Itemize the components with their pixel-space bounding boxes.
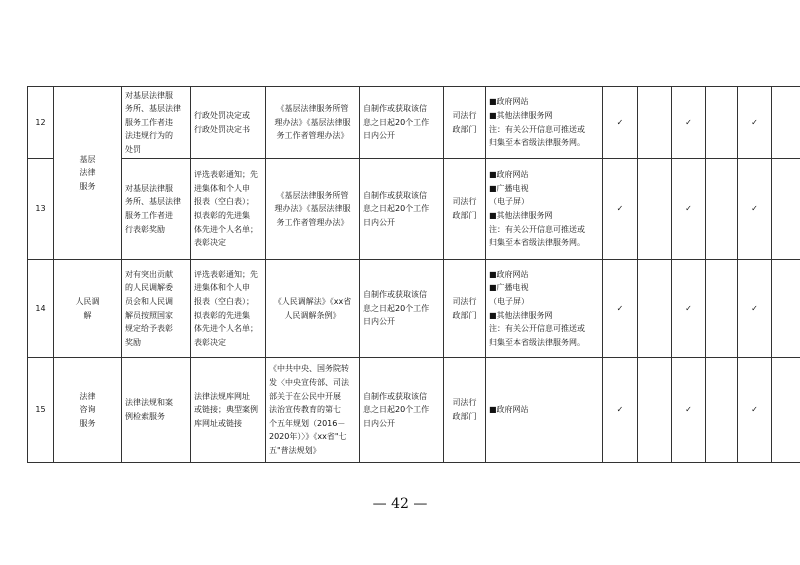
document-cell bbox=[191, 358, 266, 463]
check-mark: ✓ bbox=[603, 260, 638, 358]
document-line: 评选表彰通知；先 bbox=[194, 269, 258, 279]
channel-line: 归集至本省级法律服务网。 bbox=[489, 337, 585, 347]
department-line: 政部门 bbox=[452, 124, 477, 134]
basis-line: 《人民调解法》《xx省 bbox=[273, 296, 352, 306]
document-line: 报表（空白表）； bbox=[194, 197, 254, 207]
channel-line: （电子屏） bbox=[489, 296, 529, 306]
empty-cell bbox=[706, 87, 738, 159]
item-line: 对基层法律服 bbox=[125, 183, 173, 193]
check-mark: ✓ bbox=[738, 159, 772, 260]
time-limit-cell bbox=[360, 260, 444, 358]
check-mark: ✓ bbox=[672, 260, 706, 358]
empty-cell bbox=[772, 87, 800, 159]
category-cell bbox=[54, 260, 122, 358]
check-mark: ✓ bbox=[603, 159, 638, 260]
department-line: 政部门 bbox=[452, 310, 477, 320]
basis-line: 《中共中央、国务院转 bbox=[269, 364, 349, 374]
channel-line: ■政府网站 bbox=[489, 405, 529, 415]
row-number: 13 bbox=[28, 159, 54, 260]
time-line: 日内公开 bbox=[363, 317, 395, 327]
channel-line: 归集至本省级法律服务网。 bbox=[489, 238, 585, 248]
table-row bbox=[28, 87, 800, 159]
category-cell bbox=[54, 87, 122, 260]
channel-line: ■政府网站 bbox=[489, 269, 529, 279]
table-row bbox=[28, 159, 800, 260]
department-line: 司法行 bbox=[452, 110, 477, 120]
item-line: 务所、基层法律 bbox=[125, 104, 181, 114]
item-cell bbox=[122, 159, 191, 260]
channel-cell bbox=[486, 87, 603, 159]
empty-cell bbox=[638, 159, 672, 260]
basis-line: 务工作者管理办法》 bbox=[276, 217, 349, 227]
category-line: 法律 bbox=[79, 168, 96, 178]
time-line: 日内公开 bbox=[363, 418, 395, 428]
document-line: 行政处罚决定或 bbox=[194, 110, 250, 120]
document-line: 表彰决定 bbox=[194, 337, 226, 347]
empty-cell bbox=[706, 260, 738, 358]
empty-cell bbox=[706, 159, 738, 260]
time-line: 日内公开 bbox=[363, 217, 395, 227]
document-line: 评选表彰通知；先 bbox=[194, 170, 258, 180]
department-cell bbox=[444, 358, 486, 463]
check-mark: ✓ bbox=[738, 358, 772, 463]
time-line: 息之日起20个工作 bbox=[363, 117, 430, 127]
item-line: 服务工作者违 bbox=[125, 117, 173, 127]
channel-line: ■其他法律服务网 bbox=[489, 310, 553, 320]
item-line: 法违规行为的 bbox=[125, 131, 173, 141]
category-line: 服务 bbox=[79, 181, 96, 191]
document-cell bbox=[191, 87, 266, 159]
basis-line: 务工作者管理办法》 bbox=[276, 131, 349, 141]
item-cell bbox=[122, 358, 191, 463]
channel-line: ■其他法律服务网 bbox=[489, 110, 553, 120]
document-line: 行政处罚决定书 bbox=[194, 124, 250, 134]
category-cell bbox=[54, 358, 122, 463]
channel-line: ■政府网站 bbox=[489, 97, 529, 107]
document-line: 进集体和个人申 bbox=[194, 283, 250, 293]
basis-line: 《基层法律服务所管 bbox=[276, 104, 349, 114]
document-line: 表彰决定 bbox=[194, 238, 226, 248]
channel-line: 归集至本省级法律服务网。 bbox=[489, 138, 585, 148]
department-line: 司法行 bbox=[452, 398, 477, 408]
time-line: 自制作或获取该信 bbox=[363, 104, 427, 114]
row-number: 12 bbox=[28, 87, 54, 159]
document-line: 体先进个人名单； bbox=[194, 224, 258, 234]
category-line: 基层 bbox=[79, 154, 96, 164]
time-line: 自制作或获取该信 bbox=[363, 290, 427, 300]
item-cell bbox=[122, 87, 191, 159]
empty-cell bbox=[706, 358, 738, 463]
document-line: 拟表彰的先进集 bbox=[194, 211, 250, 220]
disclosure-table bbox=[27, 86, 800, 463]
document-cell bbox=[191, 159, 266, 260]
time-line: 自制作或获取该信 bbox=[363, 190, 427, 200]
empty-cell bbox=[772, 159, 800, 260]
time-limit-cell bbox=[360, 87, 444, 159]
time-line: 日内公开 bbox=[363, 131, 395, 141]
empty-cell bbox=[638, 358, 672, 463]
item-line: 奖励 bbox=[125, 337, 141, 347]
department-line: 政部门 bbox=[452, 211, 477, 220]
basis-cell bbox=[266, 87, 360, 159]
document-line: 报表（空白表）； bbox=[194, 296, 254, 306]
time-line: 自制作或获取该信 bbox=[363, 391, 427, 401]
item-line: 处罚 bbox=[125, 144, 141, 154]
document-line: 或链接；典型案例 bbox=[194, 405, 258, 415]
empty-cell bbox=[638, 260, 672, 358]
basis-cell bbox=[266, 260, 360, 358]
basis-line: 理办法》《基层法律服 bbox=[274, 117, 351, 127]
table-row bbox=[28, 358, 800, 463]
channel-line: ■其他法律服务网 bbox=[489, 211, 553, 220]
document-line: 法律法规库网址 bbox=[194, 391, 250, 401]
basis-line: 2020年）〉》《xx省"七 bbox=[269, 432, 347, 442]
department-line: 司法行 bbox=[452, 197, 477, 207]
item-line: 服务工作者进 bbox=[125, 211, 173, 220]
channel-line: ■广播电视 bbox=[489, 183, 529, 193]
check-mark: ✓ bbox=[738, 87, 772, 159]
channel-cell bbox=[486, 159, 603, 260]
item-line: 的人民调解委 bbox=[125, 283, 173, 293]
row-number: 15 bbox=[28, 358, 54, 463]
channel-cell bbox=[486, 260, 603, 358]
item-line: 务所、基层法律 bbox=[125, 197, 181, 207]
empty-cell bbox=[772, 260, 800, 358]
item-cell bbox=[122, 260, 191, 358]
empty-cell bbox=[638, 87, 672, 159]
channel-cell bbox=[486, 358, 603, 463]
check-mark: ✓ bbox=[603, 358, 638, 463]
check-mark: ✓ bbox=[672, 159, 706, 260]
document-line: 拟表彰的先进集 bbox=[194, 310, 250, 320]
department-cell bbox=[444, 87, 486, 159]
basis-cell bbox=[266, 159, 360, 260]
channel-line: 注：有关公开信息可推送或 bbox=[489, 124, 585, 134]
check-mark: ✓ bbox=[672, 87, 706, 159]
row-number: 14 bbox=[28, 260, 54, 358]
category-line: 服务 bbox=[79, 418, 96, 428]
time-limit-cell bbox=[360, 159, 444, 260]
basis-line: 个五年规划（2016－ bbox=[269, 418, 346, 428]
basis-line: 部关于在公民中开展 bbox=[269, 391, 341, 401]
department-line: 司法行 bbox=[452, 296, 477, 306]
channel-line: 注：有关公开信息可推送或 bbox=[489, 224, 585, 234]
table-row bbox=[28, 260, 800, 358]
basis-line: 《基层法律服务所管 bbox=[276, 190, 349, 200]
item-line: 员会和人民调 bbox=[125, 296, 173, 306]
basis-line: 发〈中央宣传部、司法 bbox=[269, 378, 349, 388]
channel-line: （电子屏） bbox=[489, 197, 529, 207]
time-line: 息之日起20个工作 bbox=[363, 405, 430, 415]
channel-line: ■政府网站 bbox=[489, 170, 529, 180]
category-line: 解 bbox=[83, 310, 92, 320]
item-line: 对基层法律服 bbox=[125, 90, 173, 100]
time-line: 息之日起20个工作 bbox=[363, 303, 430, 313]
department-line: 政部门 bbox=[452, 412, 477, 421]
document-cell bbox=[191, 260, 266, 358]
check-mark: ✓ bbox=[738, 260, 772, 358]
department-cell bbox=[444, 260, 486, 358]
document-line: 库网址或链接 bbox=[194, 418, 242, 428]
category-line: 人民调 bbox=[75, 296, 100, 306]
check-mark: ✓ bbox=[672, 358, 706, 463]
category-line: 法律 bbox=[79, 391, 96, 401]
item-line: 对有突出贡献 bbox=[125, 269, 173, 279]
basis-cell bbox=[266, 358, 360, 463]
time-limit-cell bbox=[360, 358, 444, 463]
page-number: — 42 — bbox=[372, 496, 428, 512]
empty-cell bbox=[772, 358, 800, 463]
document-line: 进集体和个人申 bbox=[194, 183, 250, 193]
time-line: 息之日起20个工作 bbox=[363, 204, 430, 214]
category-line: 咨询 bbox=[79, 405, 96, 415]
check-mark: ✓ bbox=[603, 87, 638, 159]
item-line: 法律法规和案 bbox=[125, 398, 173, 408]
channel-line: 注：有关公开信息可推送或 bbox=[489, 324, 585, 334]
document-line: 体先进个人名单； bbox=[194, 324, 258, 334]
item-line: 行表彰奖励 bbox=[125, 224, 165, 234]
item-line: 规定给予表彰 bbox=[125, 324, 173, 334]
basis-line: 法治宣传教育的第七 bbox=[269, 405, 341, 415]
channel-line: ■广播电视 bbox=[489, 283, 529, 293]
basis-line: 五"普法规划》 bbox=[269, 445, 321, 455]
item-line: 解员按照国家 bbox=[125, 310, 173, 320]
basis-line: 理办法》《基层法律服 bbox=[274, 204, 351, 214]
department-cell bbox=[444, 159, 486, 260]
item-line: 例检索服务 bbox=[125, 412, 165, 421]
basis-line: 人民调解条例》 bbox=[284, 310, 341, 320]
